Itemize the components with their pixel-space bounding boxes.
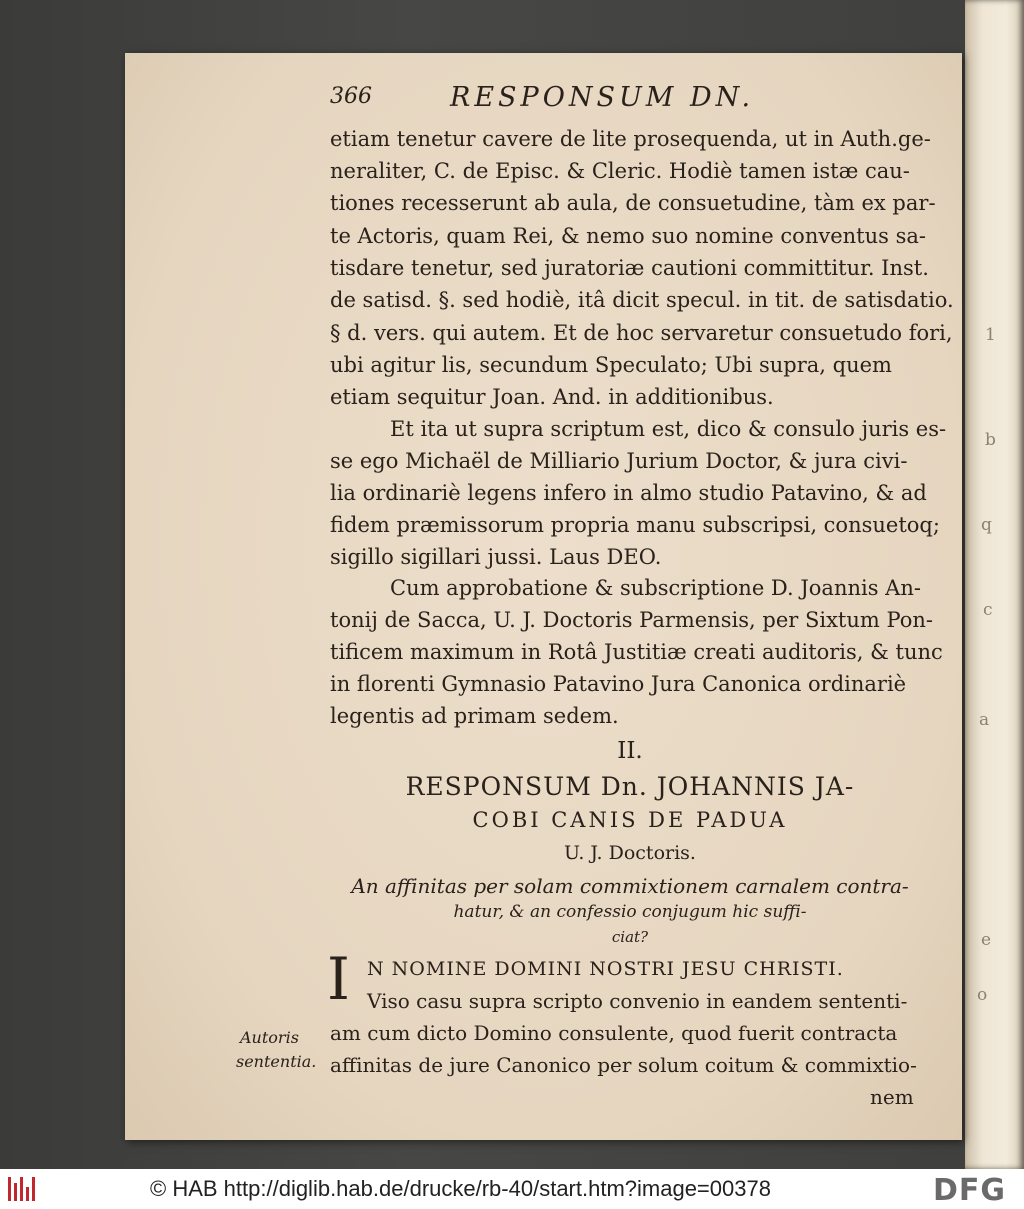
text-line: Et ita ut supra scriptum est, dico & consulo juris es-: [390, 417, 947, 441]
margin-note-line-2: sententia.: [236, 1052, 317, 1071]
section-heading-line-1: RESPONSUM Dn. JOHANNIS JA-: [405, 772, 855, 801]
text-line: in florenti Gymnasio Patavino Jura Canonica ordinariè: [330, 672, 907, 696]
copyright-link[interactable]: © HAB http://diglib.hab.de/drucke/rb-40/start.htm?image=00378: [150, 1176, 771, 1201]
section-number: II.: [617, 738, 643, 764]
section-heading-line-2: COBI CANIS DE PADUA: [472, 808, 788, 832]
text-line: Viso casu supra scripto convenio in eandem sententi-: [367, 989, 908, 1013]
text-line: se ego Michaël de Milliario Jurium Doctor, & jura civi-: [330, 449, 908, 473]
drop-capital: I: [327, 945, 350, 1013]
text-line: Cum approbatione & subscriptione D. Joannis An-: [390, 576, 921, 600]
text-line: te Actoris, quam Rei, & nemo suo nomine conventus sa-: [330, 224, 926, 248]
catchword: nem: [870, 1085, 914, 1109]
text-line: am cum dicto Domino consulente, quod fuerit contracta: [330, 1021, 898, 1045]
text-line: § d. vers. qui autem. Et de hoc servaretur consuetudo fori,: [330, 321, 953, 345]
hab-logo-icon: [8, 1177, 38, 1201]
margin-note-line-1: Autoris: [240, 1028, 299, 1047]
question-line-3: ciat?: [611, 928, 649, 946]
adjacent-page-edge: 1 b q c a e o: [965, 0, 1024, 1169]
running-head: [330, 82, 830, 122]
text-line: neraliter, C. de Episc. & Cleric. Hodiè tamen istæ cau-: [330, 159, 910, 183]
invocation-line: N NOMINE DOMINI NOSTRI JESU CHRISTI.: [367, 958, 844, 980]
section-heading-line-3: U. J. Doctoris.: [564, 842, 696, 864]
text-line: fidem præmissorum propria manu subscripsi, consuetoq;: [330, 513, 940, 537]
text-line: tonij de Sacca, U. J. Doctoris Parmensis, per Sixtum Pon-: [330, 608, 934, 632]
question-line-2: hatur, & an confessio conjugum hic suffi-: [453, 902, 807, 922]
question-line-1: An affinitas per solam commixtionem carnalem contra-: [351, 874, 909, 898]
running-title: RESPONSUM DN.: [450, 82, 755, 113]
text-line: etiam tenetur cavere de lite prosequenda, ut in Auth.ge-: [330, 127, 931, 151]
text-line: ubi agitur lis, secundum Speculato; Ubi supra, quem: [330, 353, 892, 377]
text-line: sigillo sigillari jussi. Laus DEO.: [330, 545, 662, 569]
text-line: affinitas de jure Canonico per solum coitum & commixtio-: [330, 1053, 917, 1077]
text-line: tificem maximum in Rotâ Justitiæ creati auditoris, & tunc: [330, 640, 943, 664]
text-line: legentis ad primam sedem.: [330, 704, 619, 728]
dfg-logo: DFG: [933, 1173, 1007, 1208]
page-number: 366: [330, 84, 372, 109]
text-line: tisdare tenetur, sed juratoriæ cautioni committitur. Inst.: [330, 256, 929, 280]
text-line: lia ordinariè legens infero in almo studio Patavino, & ad: [330, 481, 927, 505]
viewer-footer: [0, 1169, 1024, 1209]
text-line: tiones recesserunt ab aula, de consuetudine, tàm ex par-: [330, 191, 936, 215]
text-line: de satisd. §. sed hodiè, itâ dicit specul. in tit. de satisdatio.: [330, 288, 954, 312]
text-line: etiam sequitur Joan. And. in additionibus.: [330, 385, 774, 409]
